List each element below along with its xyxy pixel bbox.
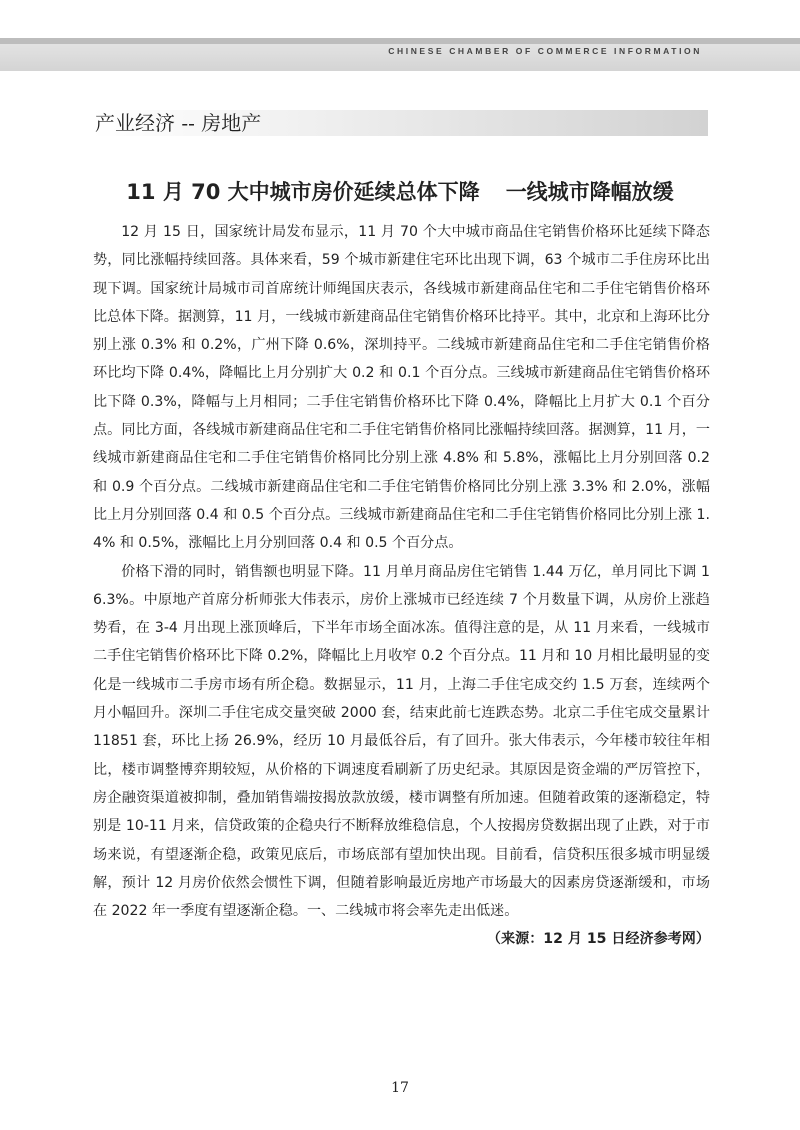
article-title [92, 176, 708, 206]
article-title-main: 11 月 70 大中城市房价延续总体下降 [126, 180, 480, 204]
article-title-sub: 一线城市降幅放缓 [505, 180, 674, 204]
paragraph-2 [93, 558, 710, 948]
header-stripe [0, 38, 800, 44]
article-body [93, 218, 710, 954]
header-band-text: CHINESE CHAMBER OF COMMERCE INFORMATION [388, 46, 702, 56]
paragraph-1: 12 月 15 日，国家统计局发布显示，11 月 70 个大中城市商品住宅销售价格环比延续下降态势，同比涨幅持续回落。具体来看，59 个城市新建住宅环比出现下调，63 个城市二手住房环比出现下调。国家统计局城市司首席统计师绳国庆表示，各线城市新建商品住宅和二手住宅销售价格环比总体下降。据测算，11 月，一线城市新建商品住宅销售价格环比持平。其中，北京和上海环比分别上涨 0.3% 和 0.2%，广州下降 0.6%，深圳持平。二线城市新建商品住宅和二手住宅销售价格环比均下降 0.4%，降幅比上月分别扩大 0.2 和 0.1 个百分点。三线城市新建商品住宅销售价格环比下降 0.3%，降幅与上月相同；二手住宅销售价格环比下降 0.4%，降幅比上月扩大 0.1 个百分点。同比方面，各线城市新建商品住宅和二手住宅销售价格同比涨幅持续回落。据测算，11 月，一线城市新建商品住宅和二手住宅销售价格同比分别上涨 4.8% 和 5.8%，涨幅比上月分别回落 0.2 和 0.9 个百分点。二线城市新建商品住宅和二手住宅销售价格同比分别上涨 3.3% 和 2.0%，涨幅比上月分别回落 0.4 和 0.5 个百分点。三线城市新建商品住宅和二手住宅销售价格同比分别上涨 1.4% 和 0.5%，涨幅比上月分别回落 0.4 和 0.5 个百分点。 [93, 224, 710, 552]
source-citation: （来源：12 月 15 日经济参考网） [486, 931, 710, 948]
paragraph-2-text: 价格下滑的同时，销售额也明显下降。11 月单月商品房住宅销售 1.44 万亿，单月同比下调 16.3%。中原地产首席分析师张大伟表示，房价上涨城市已经连续 7 个月数量下调，从房价上涨趋势看，在 3-4 月出现上涨顶峰后，下半年市场全面冰冻。值得注意的是，从 11 月来看，一线城市二手住宅销售价格环比下降 0.2%，降幅比上月收窄 0.2 个百分点。11 月和 10 月相比最明显的变化是一线城市二手房市场有所企稳。数据显示，11 月，上海二手住宅成交约 1.5 万套，连续两个月小幅回升。深圳二手住宅成交量突破 2000 套，结束此前七连跌态势。北京二手住宅成交量累计 11851 套，环比上扬 26.9%，经历 10 月最低谷后，有了回升。张大伟表示，今年楼市较往年相比，楼市调整博弈期较短，从价格的下调速度看刷新了历史纪录。其原因是资金端的严厉管控下，房企融资渠道被抑制，叠加销售端按揭放款放缓，楼市调整有所加速。但随着政策的逐渐稳定，特别是 10-11 月来，信贷政策的企稳央行不断释放维稳信息，个人按揭房贷数据出现了止跌，对于市场来说，有望逐渐企稳，政策见底后，市场底部有望加快出现。目前看，信贷积压很多城市明显缓解，预计 12 月房价依然会惯性下调，但随着影响最近房地产市场最大的因素房贷逐渐缓和，市场在 2022 年一季度有望逐渐企稳。一、二线城市将会率先走出低迷。 [93, 563, 710, 920]
section-title: 产业经济 -- 房地产 [95, 111, 262, 135]
page-number: 17 [391, 1080, 409, 1096]
